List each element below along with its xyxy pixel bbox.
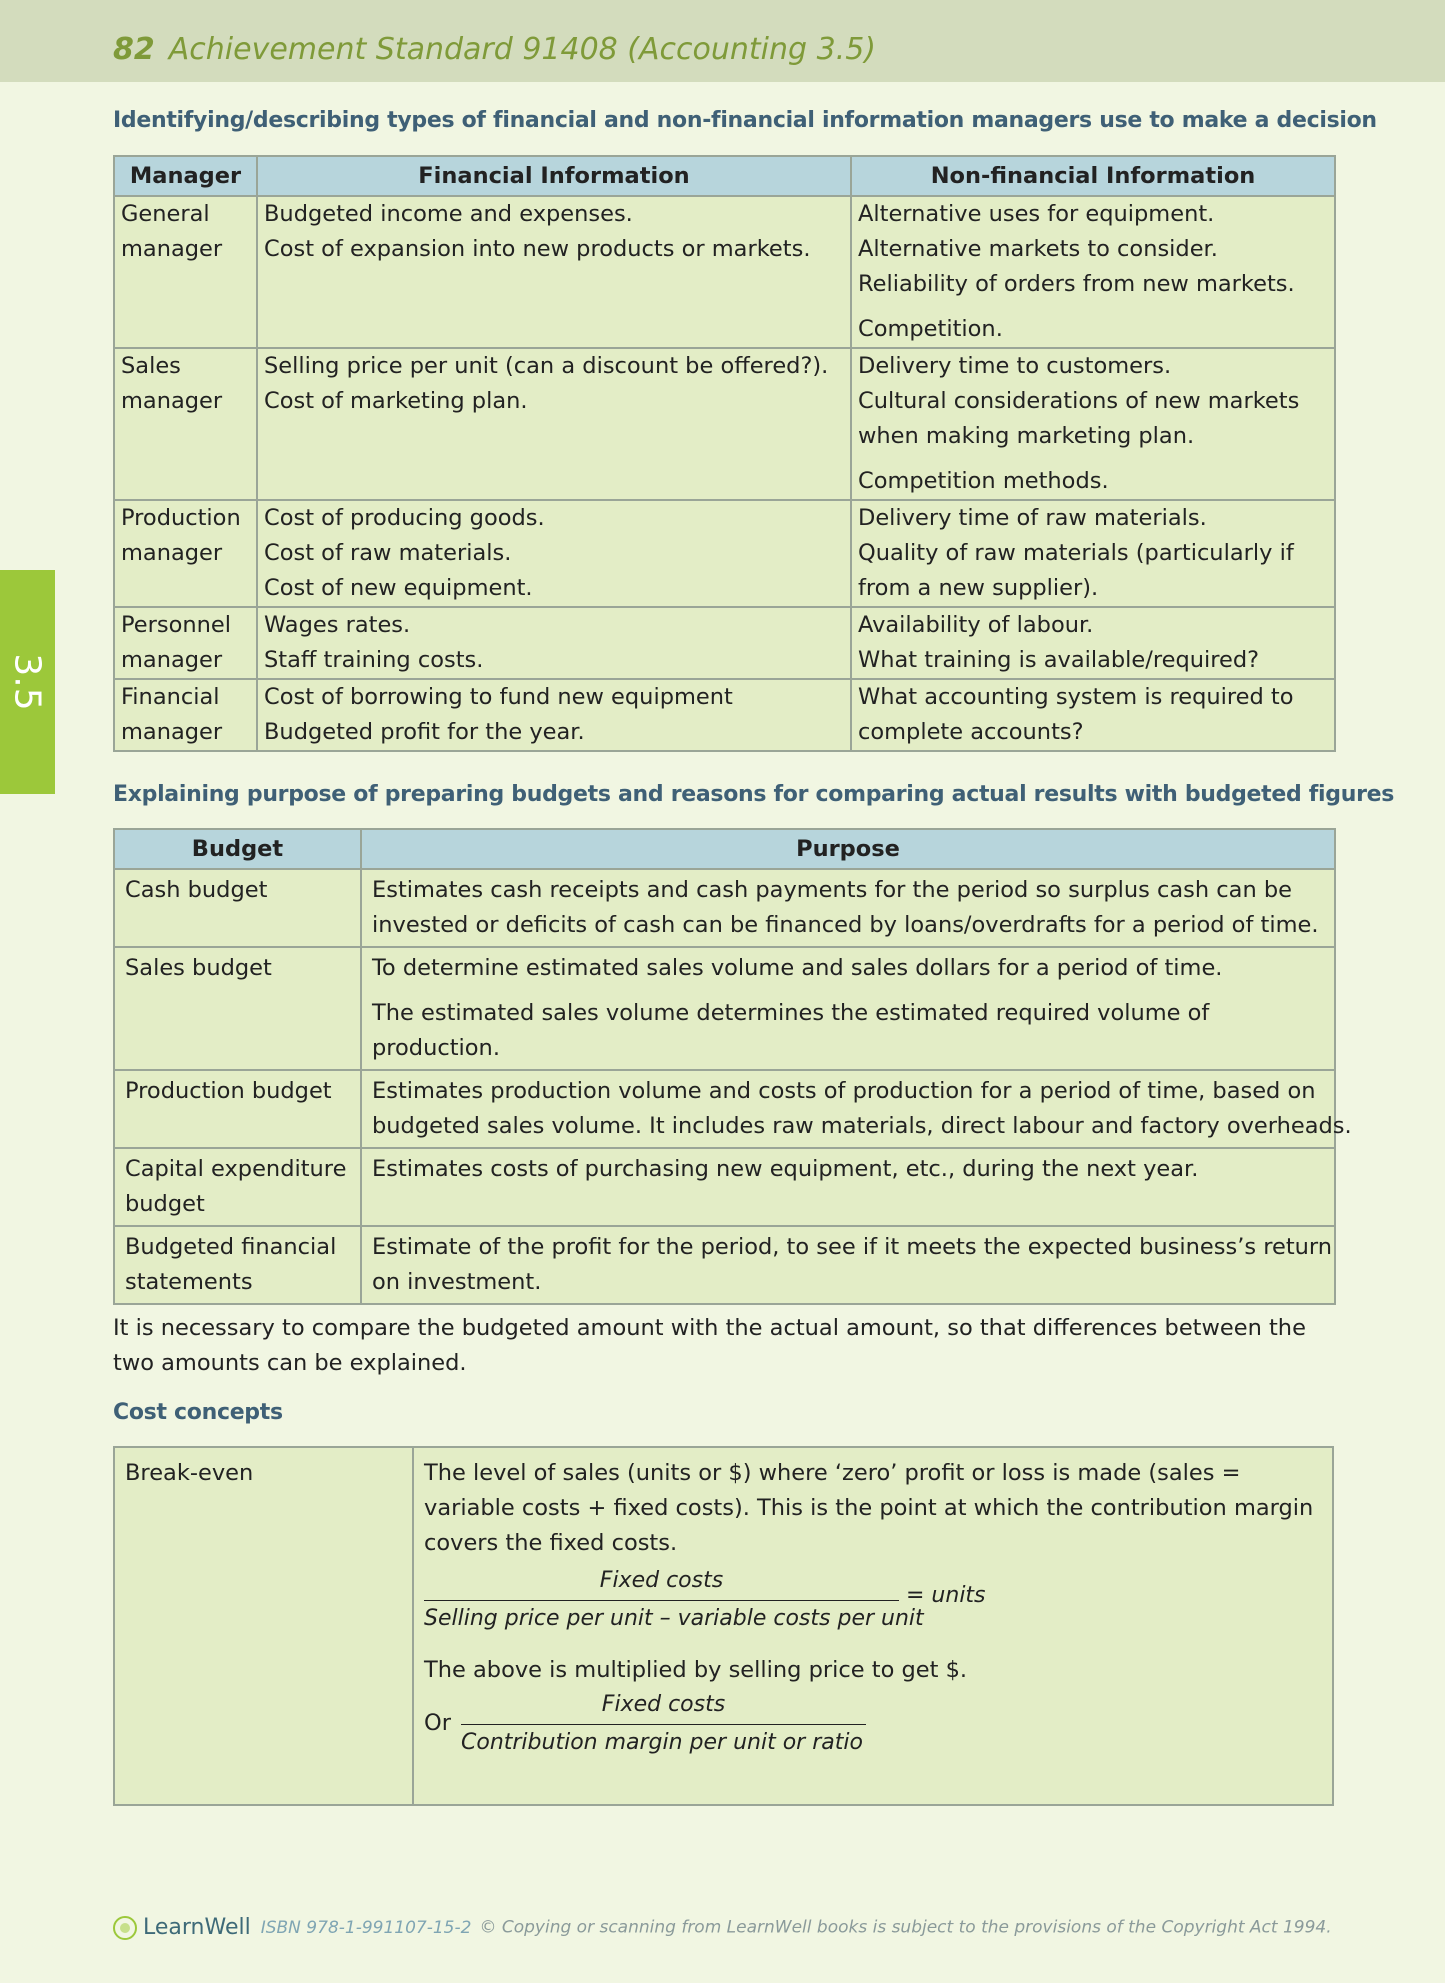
chapter-tab-label: 3.5 (6, 653, 48, 711)
break-even-units-formula (424, 1568, 1024, 1648)
cell-line: Delivery time of raw materials. (858, 505, 1207, 531)
cost-concepts-box (113, 1446, 1334, 1806)
cell-line: Quality of raw materials (particularly if (858, 540, 1294, 566)
nonfinancial-cell (851, 607, 1335, 679)
column-header: Budget (114, 829, 361, 869)
learnwell-logo-icon (113, 1916, 137, 1940)
cell-line: Alternative markets to consider. (858, 236, 1218, 262)
table-row (114, 348, 1335, 500)
footer-copyright: © Copying or scanning from LearnWell books is subject to the provisions of the Copyright Act 1994. (479, 1917, 1332, 1938)
cell-line: manager (121, 236, 223, 262)
cell-line: Financial (121, 684, 220, 710)
nonfinancial-cell (851, 196, 1335, 348)
cell-line: Selling price per unit (can a discount be offered?). (264, 353, 829, 379)
cell-line: on investment. (372, 1269, 542, 1295)
table-row (114, 196, 1335, 348)
financial-cell (257, 607, 851, 679)
cell-line: Availability of labour. (858, 612, 1094, 638)
cell-line: Cost of borrowing to fund new equipment (264, 684, 733, 710)
cell-line: Cost of new equipment. (264, 575, 533, 601)
section-title-cost-concepts: Cost concepts (113, 1400, 283, 1425)
cell-line: Estimates costs of purchasing new equipment, etc., during the next year. (372, 1156, 1199, 1182)
chapter-tab (0, 570, 55, 794)
column-header: Non-financial Information (851, 156, 1335, 196)
footer-brand: LearnWell (143, 1915, 251, 1940)
budget-cell (114, 1226, 361, 1304)
cell-line: Cash budget (125, 877, 268, 903)
table-row (114, 1226, 1335, 1304)
formula-denominator: Selling price per unit – variable costs per unit (424, 1606, 924, 1631)
cell-line: Production (121, 505, 241, 531)
nonfinancial-cell (851, 679, 1335, 751)
cell-line: Delivery time to customers. (858, 353, 1172, 379)
break-even-term: Break-even (125, 1460, 254, 1486)
budget-cell (114, 869, 361, 947)
cell-line: statements (125, 1269, 253, 1295)
fraction-bar (461, 1724, 866, 1725)
financial-cell (257, 679, 851, 751)
purpose-cell (361, 869, 1335, 947)
header-title: Achievement Standard 91408 (Accounting 3.5) (168, 32, 876, 67)
budget-cell (114, 1070, 361, 1148)
table-row (114, 1148, 1335, 1226)
manager-cell (114, 607, 257, 679)
cell-line: Wages rates. (264, 612, 411, 638)
cell-line: Reliability of orders from new markets. (858, 271, 1295, 297)
cell-line: Competition methods. (858, 468, 1109, 494)
financial-cell (257, 196, 851, 348)
cell-line: Cost of raw materials. (264, 540, 512, 566)
cell-line: Competition. (858, 316, 1003, 342)
nonfinancial-cell (851, 500, 1335, 607)
break-even-dollars-formula (424, 1692, 1024, 1772)
table-header-row (114, 829, 1335, 869)
budgets-table (113, 828, 1352, 1305)
cell-line: manager (121, 388, 223, 414)
cell-line: What training is available/required? (858, 647, 1260, 673)
page-header (0, 0, 1445, 82)
cell-line: Sales (121, 353, 181, 379)
cell-line: Cultural considerations of new markets (858, 388, 1300, 414)
table-row (114, 1070, 1335, 1148)
manager-cell (114, 500, 257, 607)
formula-numerator: Fixed costs (599, 1568, 724, 1593)
cell-line: What accounting system is required to (858, 684, 1294, 710)
cell-line: when making marketing plan. (858, 423, 1195, 449)
cell-line: Estimate of the profit for the period, to see if it meets the expected business’s return (372, 1234, 1333, 1260)
cell-line: manager (121, 540, 223, 566)
comparison-note: It is necessary to compare the budgeted amount with the actual amount, so that differences between the two amounts can be explained. (113, 1315, 1306, 1376)
table-row (114, 679, 1335, 751)
page-number: 82 (113, 32, 155, 67)
manager-cell (114, 348, 257, 500)
cell-line: Estimates production volume and costs of production for a period of time, based on (372, 1078, 1316, 1104)
column-divider (412, 1448, 414, 1804)
cell-line: Cost of expansion into new products or markets. (264, 236, 811, 262)
cell-line: budget (125, 1191, 205, 1217)
nonfinancial-cell (851, 348, 1335, 500)
table-row (114, 500, 1335, 607)
cell-line: Estimates cash receipts and cash payments for the period so surplus cash can be (372, 877, 1292, 903)
table-row (114, 947, 1335, 1070)
cell-line: Personnel (121, 612, 231, 638)
fraction-bar (424, 1600, 899, 1601)
purpose-cell (361, 1148, 1335, 1226)
cell-line: Budgeted income and expenses. (264, 201, 633, 227)
manager-cell (114, 679, 257, 751)
table-row (114, 607, 1335, 679)
cell-line: Capital expenditure (125, 1156, 347, 1182)
cell-line: budgeted sales volume. It includes raw materials, direct labour and factory overheads. (372, 1113, 1352, 1139)
budget-cell (114, 1148, 361, 1226)
section-title-budgets: Explaining purpose of preparing budgets and reasons for comparing actual results with budgeted figures (113, 782, 1395, 807)
budget-cell (114, 947, 361, 1070)
financial-cell (257, 500, 851, 607)
purpose-cell (361, 1070, 1352, 1148)
page-footer (113, 1915, 1332, 1945)
financial-cell (257, 348, 851, 500)
cell-line: Alternative uses for equipment. (858, 201, 1215, 227)
manager-cell (114, 196, 257, 348)
table-header-row (114, 156, 1335, 196)
formula-numerator: Fixed costs (601, 1692, 726, 1717)
table-row (114, 869, 1335, 947)
column-header: Financial Information (257, 156, 851, 196)
section-title-managers: Identifying/describing types of financial and non-financial information managers use to make a decision (113, 108, 1377, 133)
cell-line: invested or deficits of cash can be financed by loans/overdrafts for a period of time. (372, 912, 1319, 938)
footer-isbn: ISBN 978-1-991107-15-2 (260, 1917, 472, 1938)
cell-line: Cost of marketing plan. (264, 388, 528, 414)
formula-prefix: Or (424, 1710, 451, 1736)
cell-line: Cost of producing goods. (264, 505, 545, 531)
break-even-description: The level of sales (units or $) where ‘zero’ profit or loss is made (sales = variable costs + fixed costs). This is the point at which the contribution margin covers the fixed costs. (424, 1460, 1314, 1556)
formula-result: = units (906, 1583, 986, 1608)
cell-line: manager (121, 647, 223, 673)
column-header: Purpose (361, 829, 1335, 869)
cell-line: To determine estimated sales volume and sales dollars for a period of time. (372, 955, 1223, 981)
column-header: Manager (114, 156, 257, 196)
cell-line: complete accounts? (858, 719, 1084, 745)
formula-denominator: Contribution margin per unit or ratio (461, 1730, 863, 1755)
cell-line: Staff training costs. (264, 647, 484, 673)
cell-line: from a new supplier). (858, 575, 1099, 601)
cell-line: General (121, 201, 210, 227)
cell-line: Budgeted profit for the year. (264, 719, 585, 745)
cell-line: Production budget (125, 1078, 332, 1104)
cell-line: Budgeted financial (125, 1234, 337, 1260)
header-text (113, 32, 876, 67)
purpose-cell (361, 947, 1335, 1070)
cell-line: production. (372, 1035, 500, 1061)
multiply-note: The above is multiplied by selling price to get $. (424, 1657, 968, 1683)
cell-line: Sales budget (125, 955, 272, 981)
cell-line: manager (121, 719, 223, 745)
managers-table (113, 155, 1336, 752)
purpose-cell (361, 1226, 1335, 1304)
cell-line: The estimated sales volume determines the estimated required volume of (372, 1000, 1210, 1026)
